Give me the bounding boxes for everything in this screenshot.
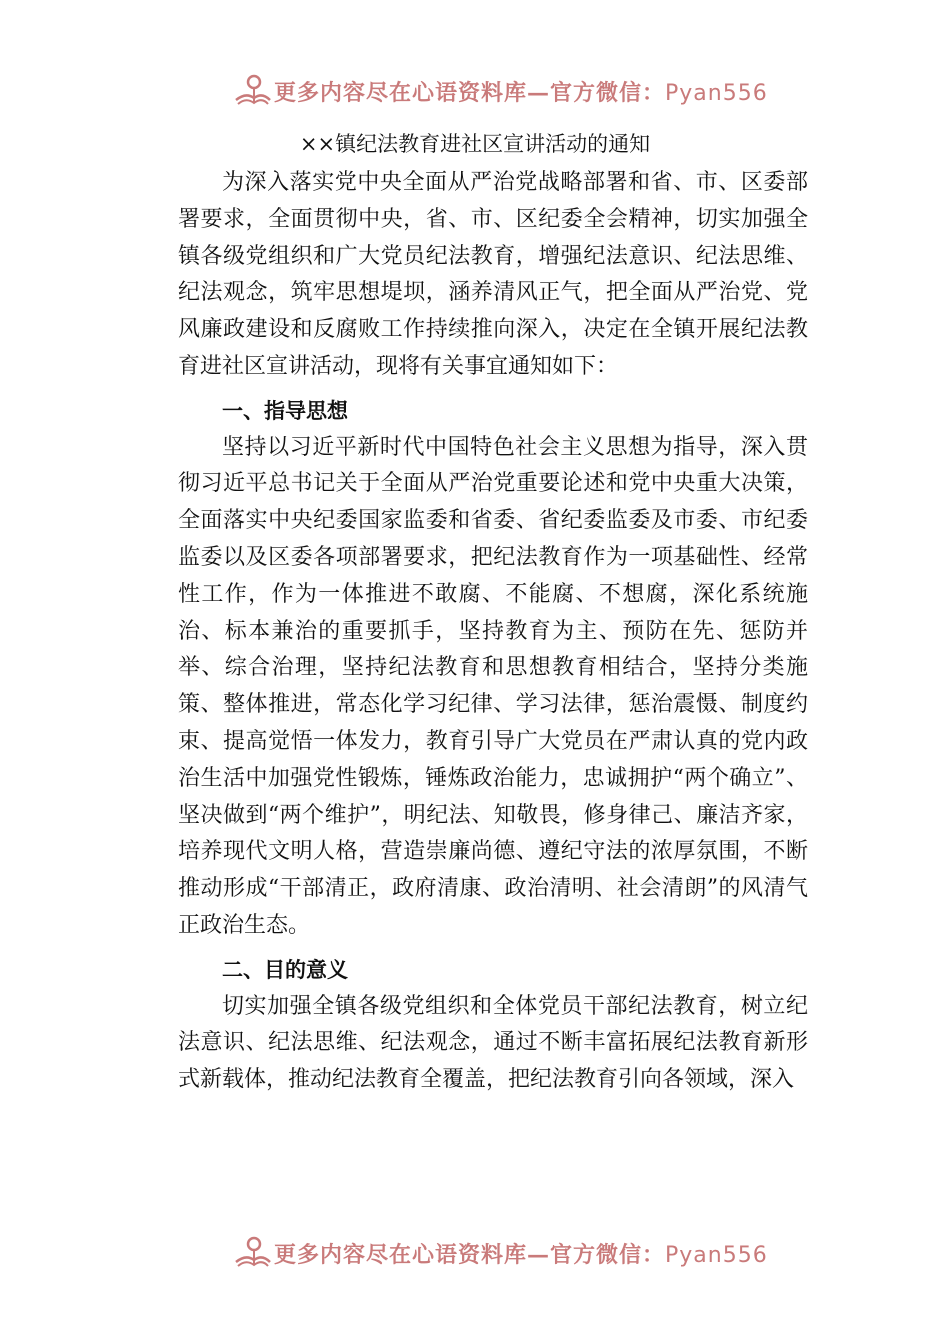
watermark-header [0,70,950,114]
section-body-guiding-ideology: 坚持以习近平新时代中国特色社会主义思想为指导，深入贯彻习近平总书记关于全面从严治党重要论述和党中央重大决策，全面落实中央纪委国家监委和省委、省纪委监委及市委、市纪委监委以及区委各项部署要求，把纪法教育作为一项基础性、经常性工作，作为一体推进不敢腐、不能腐、不想腐，深化系统施治、标本兼治的重要抓手，坚持教育为主、预防在先、惩防并举、综合治理，坚持纪法教育和思想教育相结合，坚持分类施策、整体推进，常态化学习纪律、学习法律，惩治震慑、制度约束、提高觉悟一体发力，教育引导广大党员在严肃认真的党内政治生活中加强党性锻炼，锤炼政治能力，忠诚拥护“两个确立”、坚决做到“两个维护”，明纪法、知敬畏，修身律己、廉洁齐家，培养现代文明人格，营造崇廉尚德、遵纪守法的浓厚氛围，不断推动形成“干部清正，政府清康、政治清明、社会清朗”的风清气正政治生态。 [178,434,808,938]
book-logo-icon [232,70,272,110]
watermark-footer [0,1232,950,1276]
section-body-purpose: 切实加强全镇各级党组织和全体党员干部纪法教育，树立纪法意识、纪法思维、纪法观念，通过不断丰富拓展纪法教育新形式新载体，推动纪法教育全覆盖，把纪法教育引向各领域，深入 [178,993,808,1093]
section-heading-purpose: 二、目的意义 [222,957,348,982]
document-body [178,165,808,1099]
section-heading-guiding-ideology: 一、指导思想 [222,398,348,423]
watermark-label: 更多内容尽在心语资料库—官方微信： [274,80,666,106]
watermark-wechat-id: Pyan556 [665,1243,768,1268]
watermark-label: 更多内容尽在心语资料库—官方微信： [274,1242,666,1268]
watermark-text [274,1238,768,1269]
document-title: ××镇纪法教育进社区宣讲活动的通知 [299,132,651,156]
watermark-text [274,76,768,107]
intro-paragraph: 为深入落实党中央全面从严治党战略部署和省、市、区委部署要求，全面贯彻中央，省、市、区纪委全会精神，切实加强全镇各级党组织和广大党员纪法教育，增强纪法意识、纪法思维、纪法观念，筑牢思想堤坝，涵养清风正气，把全面从严治党、党风廉政建设和反腐败工作持续推向深入，决定在全镇开展纪法教育进社区宣讲活动，现将有关事宜通知如下： [178,170,808,379]
watermark-wechat-id: Pyan556 [665,81,768,106]
book-logo-icon [232,1232,272,1272]
